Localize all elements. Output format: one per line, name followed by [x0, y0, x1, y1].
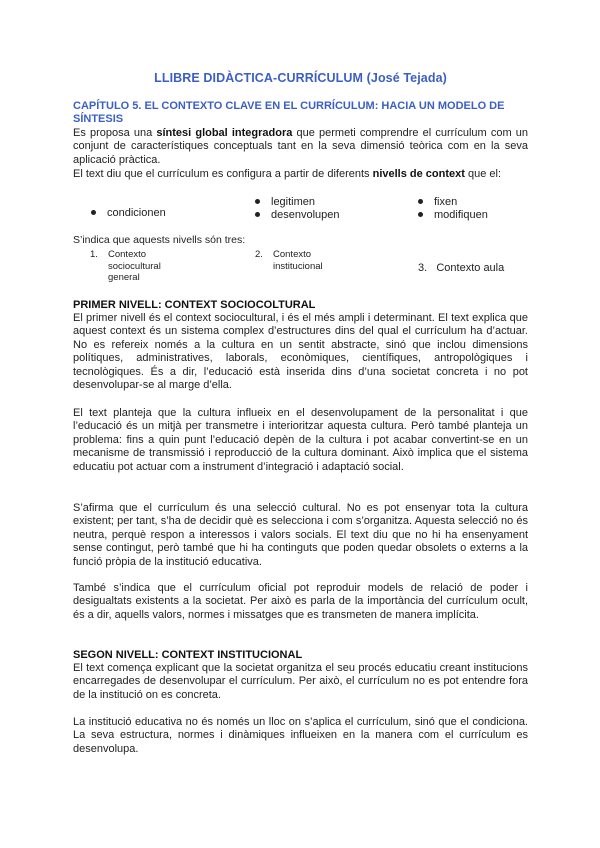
levels-intro: S’indica que aquests nivells són tres: [73, 234, 246, 246]
list-item: desenvolupen [255, 209, 340, 221]
bullet-icon [255, 199, 260, 204]
section1-paragraph: També s’indica que el currículum oficial pot reproduir models de relació de poder i desigualtats existents a la societat. Per això es parla de la importància del currículum ocult, és a dir, aquells valors, normes i missatges que es transmeten de manera implícita. [73, 582, 528, 621]
section1-paragraph: S’afirma que el currículum és una selecció cultural. No es pot ensenyar tota la cultura existent; per tant, s’ha de decidir què es selecciona i com s’organitza. Aquesta selecció no és neutra, perquè respon a interessos i valors socials. El text diu que no hi ha ensenyament sense contingut, però també que hi ha continguts que poden quedar obsolets o externs a la funció pròpia de la institució educativa. [73, 502, 528, 568]
bullet-icon [91, 210, 96, 215]
document-title [73, 71, 528, 85]
bullet-icon [255, 212, 260, 217]
section2-paragraph: El text comença explicant que la societat organitza el seu procés educatiu creant institucions encarregades de desenvolupar el currículum. Per això, el currículum no es pot entendre fora de la institució on es concreta. [73, 662, 528, 701]
list-item: condicionen [91, 207, 166, 219]
intro-paragraph-2: El text diu que el currículum es configura a partir de diferents nivells de context que el: [73, 168, 502, 180]
list-item: legitimen [255, 196, 315, 208]
chapter-heading: CAPÍTULO 5. EL CONTEXTO CLAVE EN EL CURRÍCULUM: HACIA UN MODELO DE SÍNTESIS [73, 100, 505, 125]
intro-paragraph-1: Es proposa una síntesi global integradora que permeti comprendre el currículum com un conjunt de característiques conceptuals tant en la seva dimensió teòrica com en la seva aplicació pràctica. [73, 127, 528, 166]
book-title: LLIBRE DIDÀCTICA-CURRÍCULUM [154, 71, 364, 85]
list-item: 1. Contexto sociocultural general [90, 249, 161, 283]
bullet-icon [418, 199, 423, 204]
section-heading: PRIMER NIVELL: CONTEXT SOCIOCOLTURAL [73, 299, 316, 311]
section2-paragraph: La institució educativa no és només un lloc on s’aplica el currículum, sinó que el condiciona. La seva estructura, normes i dinàmiques influeixen en la manera com el currículum es desenvolupa. [73, 716, 528, 755]
list-item: modifiquen [418, 209, 488, 221]
section1-paragraph: El primer nivell és el context sociocultural, i és el més ampli i determinant. El text explica que aquest context és un sistema complex d’estructures dins del qual el currículum ha d’actuar. No es refereix només a la cultura en un sentit abstracte, sinó que inclou dimensions polítiques, administratives, laborals, econòmiques, científiques, antropològiques i tecnològiques. És a dir, l’educació està inserida dins d’una societat concreta i no pot desenvolupar-se al marge d’ella. [73, 312, 528, 392]
list-item: 3. Contexto aula [418, 262, 505, 274]
section-heading: SEGON NIVELL: CONTEXT INSTITUCIONAL [73, 649, 303, 661]
list-item: fixen [418, 196, 457, 208]
bullet-icon [418, 212, 423, 217]
book-author: (José Tejada) [366, 71, 447, 85]
list-item: 2. Contexto institucional [255, 249, 323, 272]
section1-paragraph: El text planteja que la cultura influeix en el desenvolupament de la personalitat i que l’educació és un mitjà per transmetre i interioritzar aquesta cultura. Però també planteja un problema: fins a quin punt l’educació depèn de la cultura i pot acabar convertint-se en un mecanisme de transmissió i reproducció de la cultura dominant. Això implica que el sistema educatiu pot actuar com a instrument d’integració i adaptació social. [73, 407, 528, 473]
